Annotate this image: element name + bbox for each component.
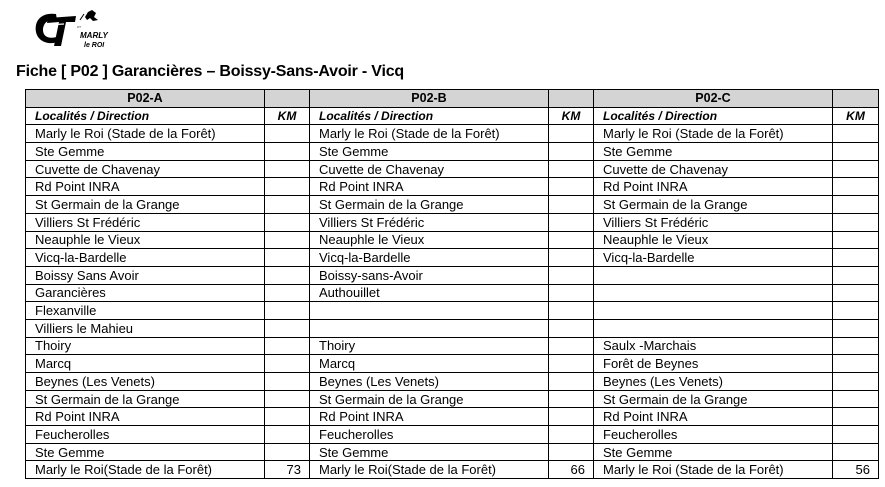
locality-cell-b: Beynes (Les Venets) — [310, 373, 549, 391]
group-header-b: P02-B — [310, 90, 549, 108]
km-cell-b — [549, 249, 594, 267]
locality-cell-b: Rd Point INRA — [310, 178, 549, 196]
km-cell-b — [549, 196, 594, 214]
page-title: Fiche [ P02 ] Garancières – Boissy-Sans-Avoir - Vicq — [16, 63, 404, 80]
column-header-localites-a: Localités / Direction — [26, 107, 265, 125]
locality-cell-c: Cuvette de Chavenay — [594, 160, 833, 178]
km-cell-c — [833, 319, 879, 337]
km-cell-c — [833, 178, 879, 196]
km-cell-b — [549, 426, 594, 444]
locality-cell-c: Marly le Roi (Stade de la Forêt) — [594, 125, 833, 143]
locality-cell-c — [594, 319, 833, 337]
km-cell-a — [265, 143, 310, 161]
locality-cell-c — [594, 266, 833, 284]
locality-cell-c: Ste Gemme — [594, 143, 833, 161]
km-cell-a — [265, 125, 310, 143]
km-cell-c — [833, 337, 879, 355]
locality-cell-a: Ste Gemme — [26, 143, 265, 161]
km-cell-b — [549, 266, 594, 284]
km-cell-b — [549, 319, 594, 337]
locality-cell-b: Cuvette de Chavenay — [310, 160, 549, 178]
km-cell-c — [833, 160, 879, 178]
km-cell-a — [265, 231, 310, 249]
locality-cell-b: Marly le Roi (Stade de la Forêt) — [310, 125, 549, 143]
column-header-km-a: KM — [265, 107, 310, 125]
locality-cell-c: Rd Point INRA — [594, 408, 833, 426]
group-header-a: P02-A — [26, 90, 265, 108]
locality-cell-c: Marly le Roi (Stade de la Forêt) — [594, 461, 833, 479]
km-cell-c — [833, 355, 879, 373]
km-cell-c — [833, 373, 879, 391]
locality-cell-b: Rd Point INRA — [310, 408, 549, 426]
locality-cell-b: Marcq — [310, 355, 549, 373]
locality-cell-c: St Germain de la Grange — [594, 196, 833, 214]
locality-cell-c — [594, 284, 833, 302]
km-cell-a — [265, 266, 310, 284]
table-row — [26, 178, 879, 196]
locality-cell-a: Vicq-la-Bardelle — [26, 249, 265, 267]
table-row — [26, 302, 879, 320]
locality-cell-a: Neauphle le Vieux — [26, 231, 265, 249]
locality-cell-a: St Germain de la Grange — [26, 390, 265, 408]
locality-cell-a: St Germain de la Grange — [26, 196, 265, 214]
locality-cell-a: Garancières — [26, 284, 265, 302]
locality-cell-b — [310, 302, 549, 320]
route-table — [25, 89, 879, 479]
column-header-localites-c: Localités / Direction — [594, 107, 833, 125]
group-header-c: P02-C — [594, 90, 833, 108]
group-header-spacer-b — [549, 90, 594, 108]
table-row — [26, 196, 879, 214]
column-header-row — [26, 107, 879, 125]
locality-cell-b: Authouillet — [310, 284, 549, 302]
table-row — [26, 461, 879, 479]
route-table-body — [26, 90, 879, 479]
table-row — [26, 213, 879, 231]
locality-cell-a: Boissy Sans Avoir — [26, 266, 265, 284]
table-row — [26, 337, 879, 355]
km-cell-b — [549, 443, 594, 461]
locality-cell-b: Vicq-la-Bardelle — [310, 249, 549, 267]
locality-cell-a: Villiers St Frédéric — [26, 213, 265, 231]
table-row — [26, 390, 879, 408]
table-row — [26, 319, 879, 337]
locality-cell-b: St Germain de la Grange — [310, 196, 549, 214]
table-row — [26, 160, 879, 178]
table-row — [26, 408, 879, 426]
locality-cell-b: Marly le Roi(Stade de la Forêt) — [310, 461, 549, 479]
logo-text-top: MARLY — [80, 31, 108, 40]
locality-cell-a: Cuvette de Chavenay — [26, 160, 265, 178]
table-row — [26, 266, 879, 284]
column-header-km-b: KM — [549, 107, 594, 125]
locality-cell-c: Neauphle le Vieux — [594, 231, 833, 249]
km-cell-c — [833, 266, 879, 284]
locality-cell-a: Flexanville — [26, 302, 265, 320]
km-cell-a — [265, 249, 310, 267]
locality-cell-a: Villiers le Mahieu — [26, 319, 265, 337]
km-cell-b — [549, 373, 594, 391]
group-header-spacer-a — [265, 90, 310, 108]
km-cell-c — [833, 196, 879, 214]
column-header-km-c: KM — [833, 107, 879, 125]
km-cell-b — [549, 125, 594, 143]
locality-cell-c: Villiers St Frédéric — [594, 213, 833, 231]
km-cell-a — [265, 390, 310, 408]
km-cell-b — [549, 390, 594, 408]
km-cell-b — [549, 337, 594, 355]
locality-cell-c: Feucherolles — [594, 426, 833, 444]
km-cell-b — [549, 178, 594, 196]
km-cell-a: 73 — [265, 461, 310, 479]
table-row — [26, 373, 879, 391]
table-row — [26, 143, 879, 161]
logo-text-bottom: le ROI — [84, 42, 105, 49]
locality-cell-b: Ste Gemme — [310, 143, 549, 161]
km-cell-a — [265, 284, 310, 302]
locality-cell-a: Marly le Roi(Stade de la Forêt) — [26, 461, 265, 479]
km-cell-c: 56 — [833, 461, 879, 479]
locality-cell-c: Beynes (Les Venets) — [594, 373, 833, 391]
table-row — [26, 355, 879, 373]
locality-cell-c: Forêt de Beynes — [594, 355, 833, 373]
club-logo — [30, 8, 110, 50]
locality-cell-a: Marcq — [26, 355, 265, 373]
group-header-row — [26, 90, 879, 108]
locality-cell-a: Beynes (Les Venets) — [26, 373, 265, 391]
km-cell-b: 66 — [549, 461, 594, 479]
km-cell-c — [833, 213, 879, 231]
km-cell-a — [265, 443, 310, 461]
km-cell-a — [265, 302, 310, 320]
km-cell-b — [549, 302, 594, 320]
locality-cell-b: Neauphle le Vieux — [310, 231, 549, 249]
column-header-localites-b: Localités / Direction — [310, 107, 549, 125]
km-cell-c — [833, 408, 879, 426]
locality-cell-a: Feucherolles — [26, 426, 265, 444]
locality-cell-b: St Germain de la Grange — [310, 390, 549, 408]
group-header-spacer-c — [833, 90, 879, 108]
km-cell-a — [265, 196, 310, 214]
locality-cell-c: Rd Point INRA — [594, 178, 833, 196]
table-row — [26, 284, 879, 302]
locality-cell-b: Boissy-sans-Avoir — [310, 266, 549, 284]
table-row — [26, 443, 879, 461]
locality-cell-a: Marly le Roi (Stade de la Forêt) — [26, 125, 265, 143]
km-cell-a — [265, 160, 310, 178]
locality-cell-c: St Germain de la Grange — [594, 390, 833, 408]
locality-cell-b: Feucherolles — [310, 426, 549, 444]
km-cell-a — [265, 355, 310, 373]
logo-text-left: CT — [77, 25, 81, 29]
km-cell-c — [833, 426, 879, 444]
km-cell-a — [265, 319, 310, 337]
km-cell-c — [833, 284, 879, 302]
table-row — [26, 426, 879, 444]
km-cell-c — [833, 302, 879, 320]
km-cell-b — [549, 231, 594, 249]
locality-cell-c — [594, 302, 833, 320]
km-cell-b — [549, 160, 594, 178]
locality-cell-a: Ste Gemme — [26, 443, 265, 461]
km-cell-b — [549, 143, 594, 161]
km-cell-c — [833, 231, 879, 249]
km-cell-a — [265, 178, 310, 196]
km-cell-a — [265, 373, 310, 391]
locality-cell-b: Villiers St Frédéric — [310, 213, 549, 231]
km-cell-c — [833, 390, 879, 408]
km-cell-b — [549, 284, 594, 302]
locality-cell-b: Thoiry — [310, 337, 549, 355]
km-cell-a — [265, 408, 310, 426]
km-cell-a — [265, 213, 310, 231]
locality-cell-b: Ste Gemme — [310, 443, 549, 461]
km-cell-c — [833, 125, 879, 143]
table-row — [26, 125, 879, 143]
locality-cell-a: Thoiry — [26, 337, 265, 355]
km-cell-c — [833, 443, 879, 461]
km-cell-c — [833, 249, 879, 267]
km-cell-a — [265, 337, 310, 355]
locality-cell-a: Rd Point INRA — [26, 178, 265, 196]
km-cell-a — [265, 426, 310, 444]
km-cell-c — [833, 143, 879, 161]
locality-cell-b — [310, 319, 549, 337]
km-cell-b — [549, 408, 594, 426]
km-cell-b — [549, 213, 594, 231]
table-row — [26, 231, 879, 249]
km-cell-b — [549, 355, 594, 373]
locality-cell-c: Vicq-la-Bardelle — [594, 249, 833, 267]
table-row — [26, 249, 879, 267]
ct-marly-logo-icon — [30, 8, 110, 50]
locality-cell-a: Rd Point INRA — [26, 408, 265, 426]
locality-cell-c: Ste Gemme — [594, 443, 833, 461]
locality-cell-c: Saulx -Marchais — [594, 337, 833, 355]
